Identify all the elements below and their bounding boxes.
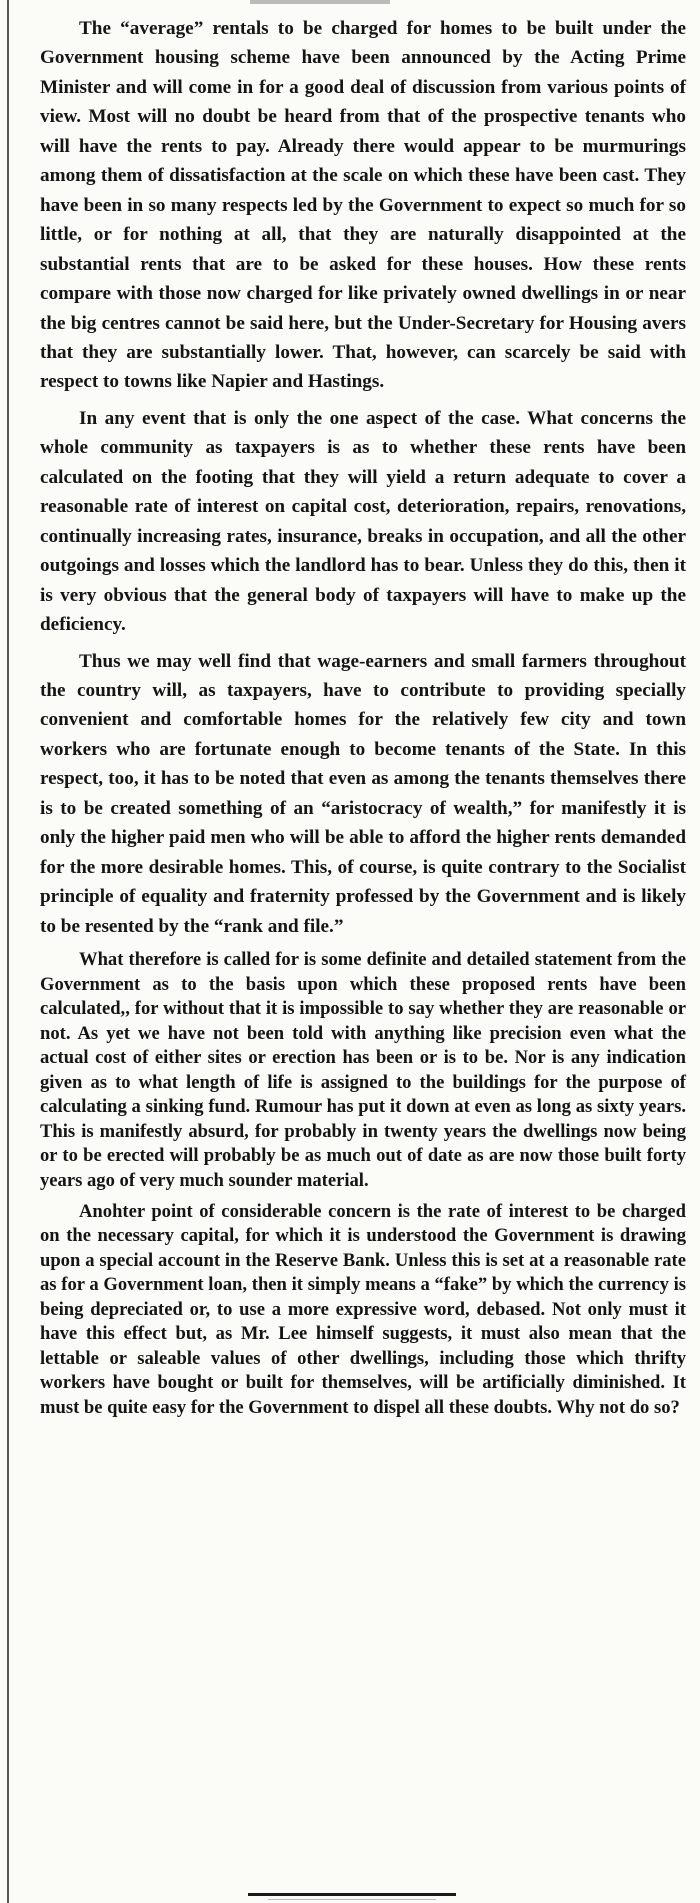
end-rule	[248, 1893, 456, 1896]
paragraph-rentals-announcement: The “average” rentals to be charged for homes to be built under the Government housing scheme have been announced by the Acting Prime Minister and will come in for a good deal of discussion from various points of view. Most will no doubt be heard from that of the prospective tenants who will have the rents to pay. Already there would appear to be murmurings among them of dissatisfaction at the scale on which these have been cast. They have been in so many respects led by the Government to expect so much for so little, or for nothing at all, that they are naturally disappointed at the substantial rents that are to be asked for these houses. How these rents compare with those now charged for like privately owned dwellings in or near the big centres cannot be said here, but the Under-Secretary for Housing avers that they are substantially lower. That, however, can scarcely be said with respect to towns like Napier and Hastings.	[40, 18, 686, 393]
torn-header-remnant	[250, 0, 390, 4]
paragraph-taxpayers-concern: In any event that is only the one aspect of the case. What concerns the whole community as taxpayers is as to whether these rents have been calculated on the footing that they will yield a return adequate to cover a reasonable rate of interest on capital cost, deterioration, repairs, renovations, continually increasing rates, insurance, breaks in occupation, and all the other outgoings and losses which the landlord has to bear. Unless they do this, then it is very obvious that the general body of taxpayers will have to make up the deficiency.	[40, 407, 686, 636]
editorial-column	[40, 14, 686, 1426]
paragraph-definite-statement: What therefore is called for is some definite and detailed statement from the Government as to the basis upon which these proposed rents have been calculated,, for without that it is impossible to say whether they are reasonable or not. As yet we have not been told with anything like precision even what the actual cost of either sites or erection has been or is to be. Nor is any indication given as to what length of life is assigned to the buildings for the purpose of calculating a sinking fund. Rumour has put it down at even as long as sixty years. This is manifestly absurd, for probably in twenty years the dwellings now being or to be erected will probably be as much out of date as are now those built forty years ago of very much sounder material.	[40, 949, 686, 1191]
paragraph-wage-earners: Thus we may well find that wage-earners and small farmers throughout the country will, as taxpayers, have to contribute to providing specially convenient and comfortable homes for the relatively few city and town workers who are fortunate enough to become tenants of the State. In this respect, too, it has to be noted that even as among the tenants themselves there is to be created something of an “aristocracy of wealth,” for manifestly it is only the higher paid men who will be able to afford the higher rents demanded for the more desirable homes. This, of course, is quite contrary to the Socialist principle of equality and fraternity professed by the Government and is likely to be resented by the “rank and file.”	[40, 650, 686, 937]
end-rule-shadow	[268, 1899, 436, 1900]
column-rule-left	[7, 0, 9, 1903]
paragraph-interest-rate: Anohter point of considerable concern is the rate of interest to be charged on the necessary capital, for which it is understood the Government is drawing upon a special account in the Reserve Bank. Unless this is set at a reasonable rate as for a Government loan, then it simply means a “fake” by which the currency is being depreciated or, to use a more expressive word, debased. Not only must it have this effect but, as Mr. Lee himself suggests, it must also mean that the lettable or saleable values of other dwellings, including those which thrifty workers have bought or built for themselves, will be artificially diminished. It must be quite easy for the Government to dispel all these doubts. Why not do so?	[40, 1200, 686, 1418]
